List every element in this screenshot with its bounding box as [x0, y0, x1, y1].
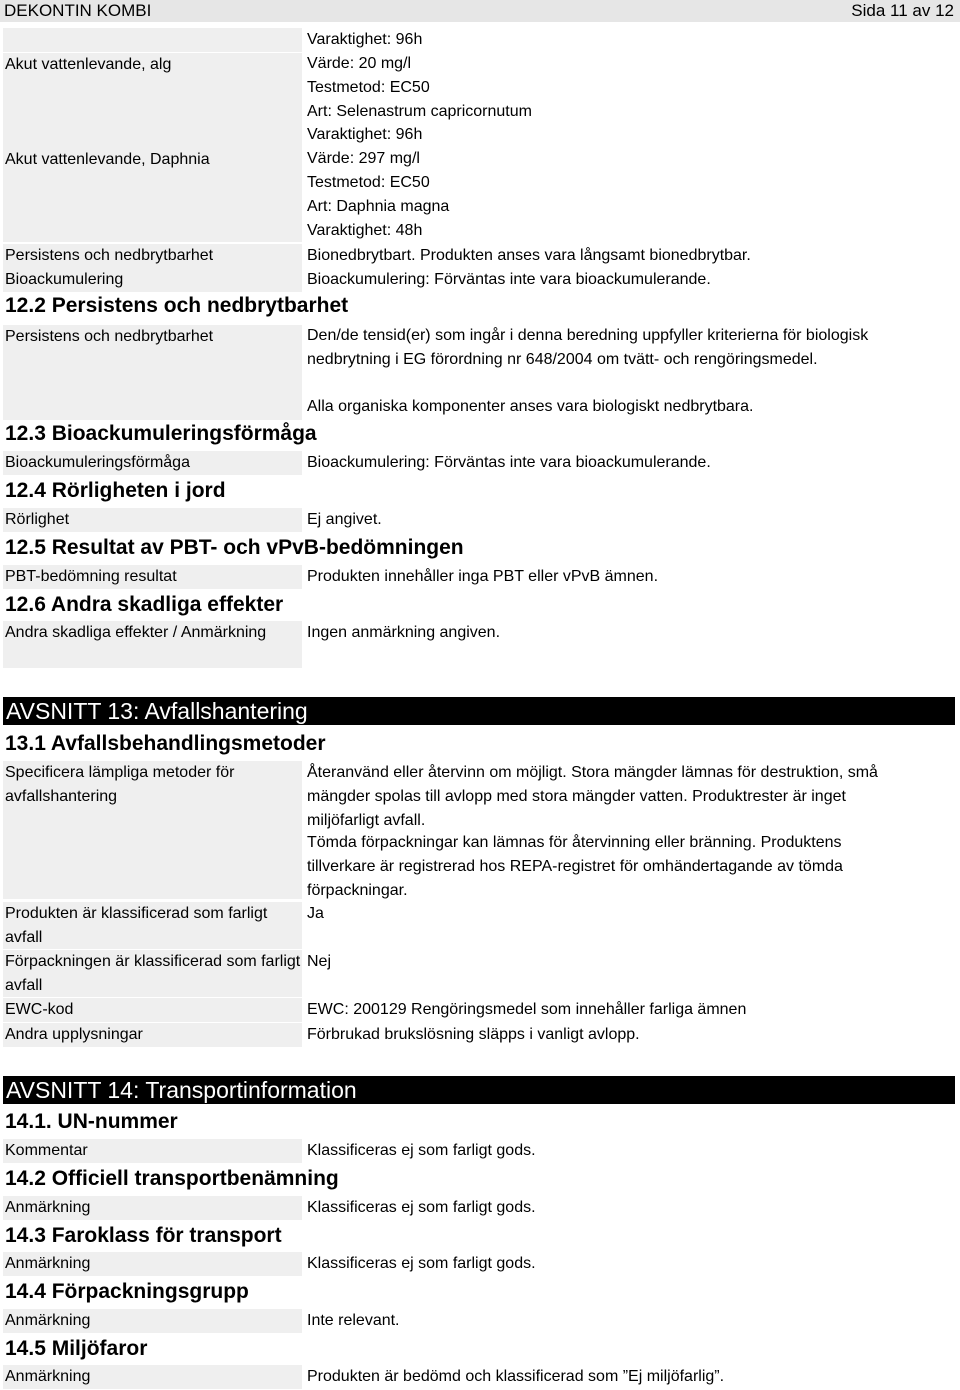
effects-label: Andra skadliga effekter / Anmärkning — [3, 621, 302, 668]
name-label: Anmärkning — [3, 1196, 302, 1220]
daphnia-value: Värde: 297 mg/l — [307, 150, 420, 167]
heading-13-1: 13.1 Avfallsbehandlingsmetoder — [5, 732, 326, 755]
ewc-label: EWC-kod — [3, 998, 302, 1022]
alg-method: Testmetod: EC50 — [307, 79, 430, 96]
alg-value: Värde: 20 mg/l — [307, 55, 412, 72]
daphnia-species: Art: Daphnia magna — [307, 198, 450, 215]
heading-12-5: 12.5 Resultat av PBT- och vPvB-bedömningen — [5, 536, 464, 559]
section-13-title: AVSNITT 13: Avfallshantering — [3, 697, 955, 725]
effects-value: Ingen anmärkning angiven. — [307, 624, 501, 641]
daphnia-method: Testmetod: EC50 — [307, 174, 430, 191]
heading-12-2: 12.2 Persistens och nedbrytbarhet — [5, 294, 349, 317]
alg-duration: Varaktighet: 96h — [307, 126, 423, 143]
duration-1: Varaktighet: 96h — [307, 31, 423, 48]
bioacc2-label: Bioackumuleringsförmåga — [3, 451, 302, 475]
pbt-value: Produkten innehåller inga PBT eller vPvB ämnen. — [307, 568, 659, 585]
persist2-value2: Alla organiska komponenter anses vara biologiskt nedbrytbara. — [307, 398, 754, 415]
pack-waste-label: Förpackningen är klassificerad som farligt avfall — [3, 950, 302, 997]
group-value: Inte relevant. — [307, 1312, 400, 1329]
other-value: Förbrukad brukslösning släpps i vanligt avlopp. — [307, 1026, 640, 1043]
other-label: Andra upplysningar — [3, 1023, 302, 1047]
heading-14-5: 14.5 Miljöfaror — [5, 1337, 148, 1360]
product-waste-value: Ja — [307, 905, 324, 922]
methods-value: Återanvänd eller återvinn om möjligt. Stora mängder lämnas för destruktion, små mängder spolas till avlopp med stora mängder vatten. Produktrester är inget miljöfarligt avfall. — [307, 764, 878, 829]
methods-value2: Tömda förpackningar kan lämnas för återvinning eller bränning. Produktens tillverkare är registrerad hos REPA-registret för omhändertagande av tömda förpackningar. — [307, 834, 843, 899]
label-blank — [3, 28, 302, 52]
page-header — [0, 0, 960, 22]
class-value: Klassificeras ej som farligt gods. — [307, 1255, 536, 1272]
env-label: Anmärkning — [3, 1365, 302, 1389]
mobility-label: Rörlighet — [3, 508, 302, 532]
heading-12-6: 12.6 Andra skadliga effekter — [5, 593, 284, 616]
persist2-value: Den/de tensid(er) som ingår i denna beredning uppfyller kriterierna för biologisk nedbrytning i EG förordning nr 648/2004 om tvätt- och rengöringsmedel. — [307, 327, 869, 368]
bioacc-label: Bioackumulering — [3, 268, 302, 292]
pbt-label: PBT-bedömning resultat — [3, 565, 302, 589]
heading-12-3: 12.3 Bioackumuleringsförmåga — [5, 422, 317, 445]
name-value: Klassificeras ej som farligt gods. — [307, 1199, 536, 1216]
heading-14-3: 14.3 Faroklass för transport — [5, 1224, 282, 1247]
group-label: Anmärkning — [3, 1309, 302, 1333]
un-value: Klassificeras ej som farligt gods. — [307, 1142, 536, 1159]
page-number: Sida 11 av 12 — [851, 1, 954, 20]
alg-label: Akut vattenlevande, alg — [3, 53, 302, 148]
heading-12-4: 12.4 Rörligheten i jord — [5, 479, 226, 502]
mobility-value: Ej angivet. — [307, 511, 382, 528]
bioacc-value: Bioackumulering: Förväntas inte vara bioackumulerande. — [307, 271, 711, 288]
methods-label: Specificera lämpliga metoder för avfallshantering — [3, 761, 302, 899]
class-label: Anmärkning — [3, 1252, 302, 1276]
env-value: Produkten är bedömd och klassificerad som ”Ej miljöfarlig”. — [307, 1368, 725, 1385]
document-title: DEKONTIN KOMBI — [4, 1, 152, 20]
un-label: Kommentar — [3, 1139, 302, 1163]
heading-14-4: 14.4 Förpackningsgrupp — [5, 1280, 249, 1303]
section-14-title: AVSNITT 14: Transportinformation — [3, 1076, 955, 1104]
alg-species: Art: Selenastrum capricornutum — [307, 103, 532, 120]
heading-14-2: 14.2 Officiell transportbenämning — [5, 1167, 339, 1190]
persist2-label: Persistens och nedbrytbarhet — [3, 325, 302, 420]
daphnia-label: Akut vattenlevande, Daphnia — [3, 148, 302, 242]
persist-label: Persistens och nedbrytbarhet — [3, 244, 302, 268]
heading-14-1: 14.1. UN-nummer — [5, 1110, 178, 1133]
pack-waste-value: Nej — [307, 953, 332, 970]
product-waste-label: Produkten är klassificerad som farligt avfall — [3, 902, 302, 949]
persist-value: Bionedbrytbart. Produkten anses vara långsamt bionedbrytbar. — [307, 247, 751, 264]
daphnia-duration: Varaktighet: 48h — [307, 222, 423, 239]
ewc-value: EWC: 200129 Rengöringsmedel som innehåller farliga ämnen — [307, 1001, 747, 1018]
bioacc2-value: Bioackumulering: Förväntas inte vara bioackumulerande. — [307, 454, 711, 471]
